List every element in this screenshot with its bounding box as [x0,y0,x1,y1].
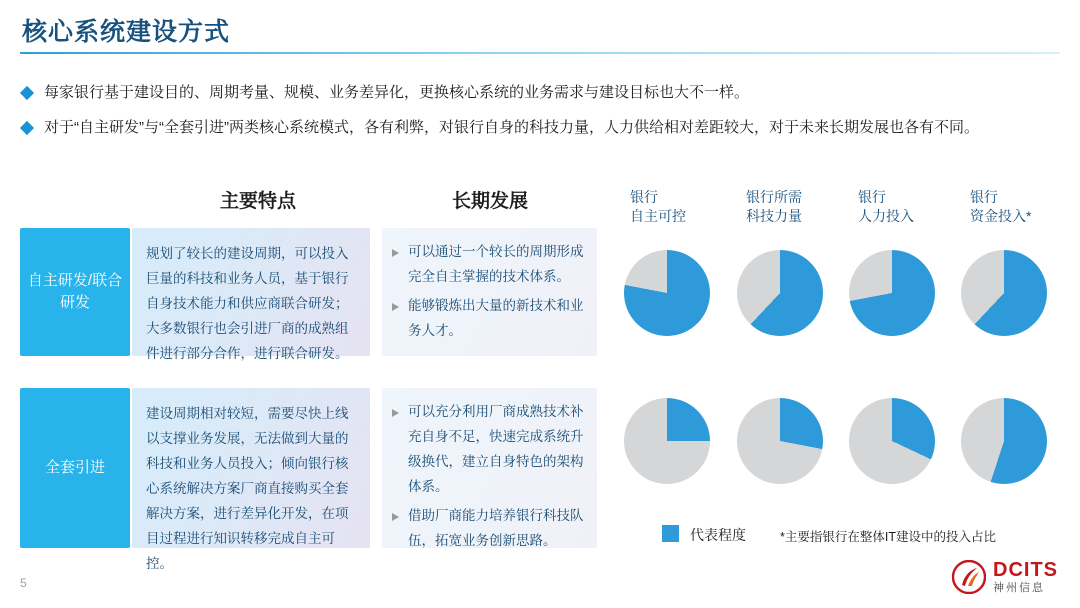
list-item: 能够锻炼出大量的新技术和业务人才。 [392,294,585,344]
row-long-term-1 [382,388,597,548]
legend-label: 代表程度 [690,527,746,543]
pie-chart-1-3 [961,398,1047,484]
footnote-text: *主要指银行在整体IT建设中的投入占比 [780,530,996,544]
metric-header-0: 银行 自主可控 [630,189,686,224]
logo-text: DCITS [993,559,1058,581]
legend-swatch [662,525,679,542]
pie-chart-0-3 [961,250,1047,336]
row-label-1: 全套引进 [20,388,130,548]
dcits-logo-icon [952,560,986,594]
list-item: 借助厂商能力培养银行科技队伍，拓宽业务创新思路。 [392,504,585,554]
diamond-bullet-icon [20,121,34,135]
diamond-bullet-icon [20,86,34,100]
row-features-1: 建设周期相对较短，需要尽快上线以支撑业务发展，无法做到大量的科技和业务人员投入；倾向银行核心系统解决方案厂商直接购买全套解决方案，进行差异化开发，在项目过程进行知识转移完成自主可控。 [132,388,370,548]
row-long-term-0 [382,228,597,356]
pie-chart-0-1 [737,250,823,336]
metric-header-1: 银行所需 科技力量 [746,189,802,224]
pie-chart-1-1 [737,398,823,484]
page-title: 核心系统建设方式 [22,18,231,46]
list-item: 可以充分利用厂商成熟技术补充自身不足，快速完成系统升级换代，建立自身特色的架构体系。 [392,400,585,500]
logo-subtext: 神州信息 [993,582,1045,594]
pie-chart-1-0 [624,398,710,484]
list-item [22,117,1062,138]
bullet-list [22,82,1062,152]
pie-chart-0-2 [849,250,935,336]
pie-chart-1-2 [849,398,935,484]
logo [952,560,1058,594]
title-bar [0,0,1080,58]
title-divider [20,52,1060,54]
column-header-long-term: 长期发展 [452,191,529,212]
list-item: 可以通过一个较长的周期形成完全自主掌握的技术体系。 [392,240,585,290]
row-features-0: 规划了较长的建设周期，可以投入巨量的科技和业务人员，基于银行自身技术能力和供应商联合研发；大多数银行也会引进厂商的成熟组件进行部分合作，进行联合研发。 [132,228,370,356]
row-label-0: 自主研发/联合研发 [20,228,130,356]
column-header-features: 主要特点 [220,191,297,212]
list-item [22,82,1062,103]
bullet-text: 对于“自主研发”与“全套引进”两类核心系统模式，各有利弊，对银行自身的科技力量，人力供给相对差距较大，对于未来长期发展也各有不同。 [44,119,979,136]
metric-header-2: 银行 人力投入 [858,189,914,224]
metric-header-3: 银行 资金投入* [970,189,1032,224]
bullet-text: 每家银行基于建设目的、周期考量、规模、业务差异化，更换核心系统的业务需求与建设目标也大不一样。 [44,84,750,101]
pie-chart-0-0 [624,250,710,336]
page-number: 5 [20,576,27,590]
